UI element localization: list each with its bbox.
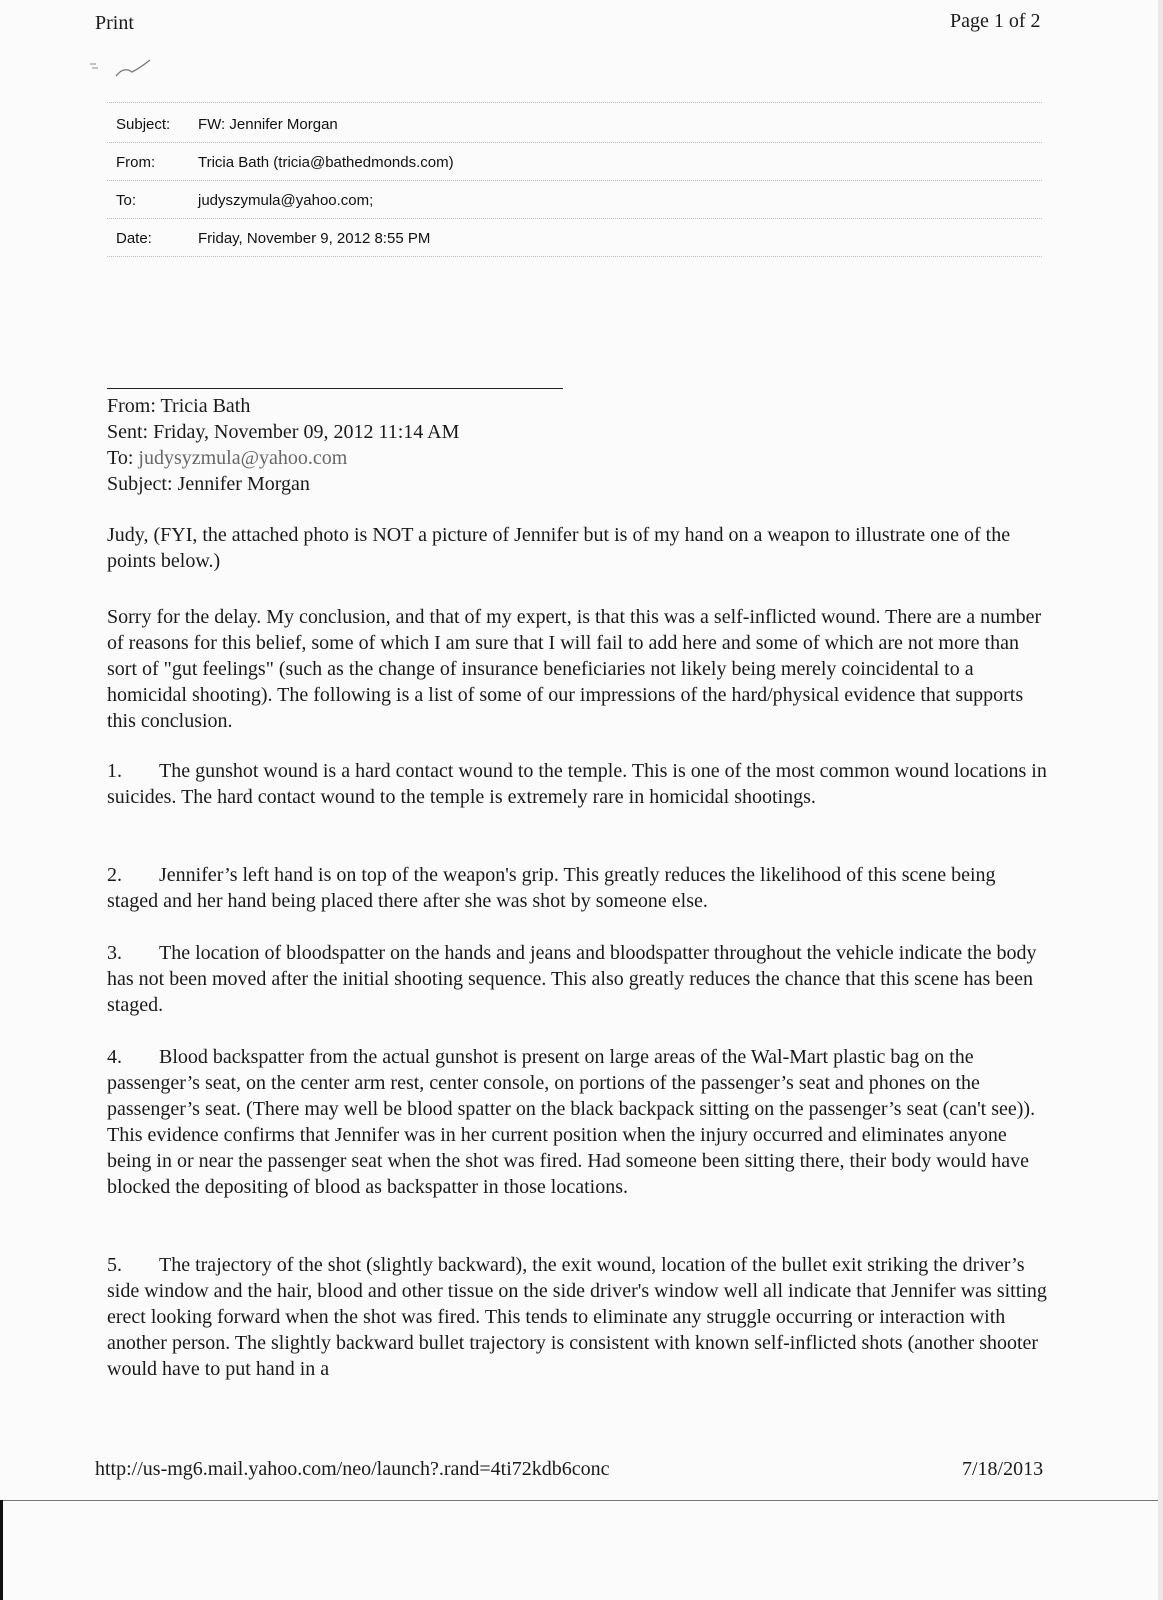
forwarded-to-email[interactable]: judysyzmula@yahoo.com xyxy=(138,447,348,469)
from-label: From: xyxy=(116,154,156,171)
scan-edge-shadow xyxy=(0,1500,3,1600)
list-item xyxy=(107,1044,1047,1200)
intro-paragraph xyxy=(107,522,1047,574)
forward-separator xyxy=(107,388,563,389)
date-label: Date: xyxy=(116,230,152,247)
item-text: Jennifer’s left hand is on top of the weapon's grip. This greatly reduces the likelihood of this scene being staged and her hand being placed there after she was shot by someone else. xyxy=(107,864,996,912)
conclusion-text: Sorry for the delay. My conclusion, and that of my expert, is that this was a self-inflicted wound. There are a number of reasons for this belief, some of which I am sure that I will fail to add here and some of which are not more than sort of "gut feelings" (such as the change of insurance beneficiaries not likely being merely coincidental to a homicidal shooting). The following is a list of some of our impressions of the hard/physical evidence that supports this conclusion. xyxy=(107,606,1042,732)
item-number: 2. xyxy=(107,864,122,886)
print-label: Print xyxy=(95,12,134,34)
subject-label: Subject: xyxy=(116,116,171,133)
forwarded-sent: Sent: Friday, November 09, 2012 11:14 AM xyxy=(107,421,460,443)
to-label: To: xyxy=(116,192,137,209)
item-number: 5. xyxy=(107,1254,122,1276)
list-item xyxy=(107,758,1047,810)
pen-mark xyxy=(88,52,168,82)
scan-edge-right xyxy=(1158,0,1163,1600)
item-text: Blood backspatter from the actual gunshot is present on large areas of the Wal-Mart plastic bag on the passenger’s seat, on the center arm rest, center console, on portions of the passenger’s seat and phones on the passenger’s seat. (There may well be blood spatter on the black backpack sitting on the passenger’s seat (can't see)). This evidence confirms that Jennifer was in her current position when the injury occurred and eliminates anyone being in or near the passenger seat when the shot was fired. Had someone been sitting there, their body would have blocked the depositing of blood as backspatter in those locations. xyxy=(107,1046,1036,1198)
from-value: Tricia Bath (tricia@bathedmonds.com) xyxy=(198,154,454,171)
to-value: judyszymula@yahoo.com; xyxy=(198,192,374,209)
item-number: 1. xyxy=(107,760,122,782)
footer-date: 7/18/2013 xyxy=(962,1458,1044,1480)
list-item xyxy=(107,1252,1047,1382)
conclusion-paragraph xyxy=(107,604,1047,734)
list-item xyxy=(107,940,1047,1018)
item-text: The gunshot wound is a hard contact wound to the temple. This is one of the most common wound locations in suicides. The hard contact wound to the temple is extremely rare in homicidal shootings. xyxy=(107,760,1047,808)
footer-url[interactable]: http://us-mg6.mail.yahoo.com/neo/launch?.rand=4ti72kdb6conc xyxy=(95,1458,610,1480)
item-number: 3. xyxy=(107,942,122,964)
intro-text: Judy, (FYI, the attached photo is NOT a picture of Jennifer but is of my hand on a weapon to illustrate one of the points below.) xyxy=(107,524,1011,572)
forwarded-from: From: Tricia Bath xyxy=(107,395,251,417)
date-value: Friday, November 9, 2012 8:55 PM xyxy=(198,230,431,247)
forwarded-to xyxy=(107,445,459,471)
subject-value: FW: Jennifer Morgan xyxy=(198,116,338,133)
list-item xyxy=(107,862,1047,914)
item-text: The trajectory of the shot (slightly backward), the exit wound, location of the bullet exit striking the driver’s side window and the hair, blood and other tissue on the side driver's window well all indicate that Jennifer was sitting erect looking forward when the shot was fired. This tends to eliminate any struggle occurring or interaction with another person. The slightly backward bullet trajectory is consistent with known self-inflicted shots (another shooter would have to put hand in a xyxy=(107,1254,1047,1380)
forwarded-subject: Subject: Jennifer Morgan xyxy=(107,473,310,495)
page-edge-line xyxy=(0,1500,1163,1501)
item-text: The location of bloodspatter on the hands and jeans and bloodspatter throughout the vehicle indicate the body has not been moved after the initial shooting sequence. This also greatly reduces the chance that this scene has been staged. xyxy=(107,942,1037,1016)
forwarded-to-prefix: To: xyxy=(107,447,139,469)
page-number: Page 1 of 2 xyxy=(950,10,1041,32)
item-number: 4. xyxy=(107,1046,122,1068)
forwarded-header xyxy=(107,393,459,497)
